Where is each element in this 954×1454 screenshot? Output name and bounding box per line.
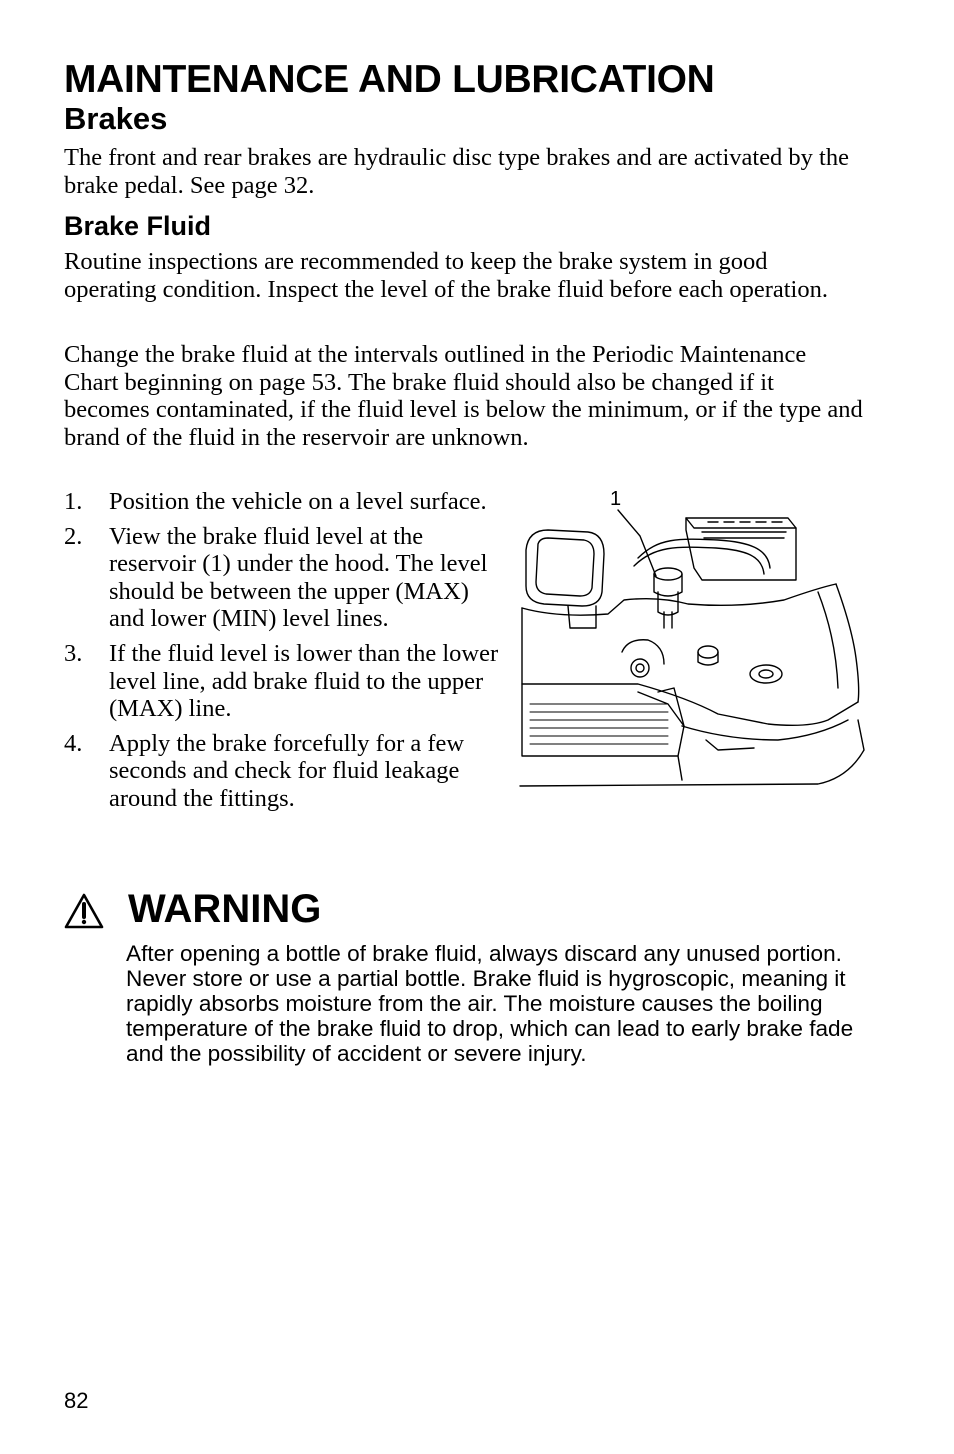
chapter-title: MAINTENANCE AND LUBRICATION <box>64 58 715 101</box>
center-mount-fitting <box>698 646 718 658</box>
step-number: 2. <box>64 522 83 550</box>
page-number: 82 <box>64 1388 89 1413</box>
step-text: If the fluid level is lower than the lower level line, add brake fluid to the upper (MAX) line. <box>109 639 499 723</box>
right-mount-fitting <box>750 665 782 683</box>
warning-triangle-icon <box>64 893 104 929</box>
step-item <box>64 488 504 516</box>
left-mount-fitting <box>631 659 649 677</box>
change-paragraph: Change the brake fluid at the intervals outlined in the Periodic Maintenance Chart beginning on page 53. The brake fluid should also be changed if it becomes contaminated, if the fluid level is below the minimum, or if the type and brand of the fluid in the reservoir are unknown. <box>64 341 863 451</box>
step-text: Apply the brake forcefully for a few seconds and check for fluid leakage around the fittings. <box>109 729 465 812</box>
brake-reservoir-illustration <box>518 488 866 798</box>
vehicle-hood-drawing <box>518 488 866 798</box>
step-text: View the brake fluid level at the reservoir (1) under the hood. The level should be between the upper (MAX) and lower (MIN) level lines. <box>109 522 488 633</box>
step-item <box>64 523 504 633</box>
battery-outline <box>686 518 796 580</box>
callout-leader-line <box>618 510 656 576</box>
intro-paragraph: The front and rear brakes are hydraulic disc type brakes and are activated by the brake pedal. See page 32. <box>64 144 849 199</box>
step-number: 1. <box>64 488 83 515</box>
step-item <box>64 640 504 723</box>
warning-text: After opening a bottle of brake fluid, always discard any unused portion. Never store or use a partial bottle. Brake fluid is hygroscopic, meaning it rapidly absorbs moisture from the air. The moisture causes the boiling temperature of the brake fluid to drop, which can lead to early brake fade and the possibility of accident or severe injury. <box>126 941 854 1066</box>
inspect-paragraph: Routine inspections are recommended to keep the brake system in good operating condition. Inspect the level of the brake fluid before each operation. <box>64 248 828 303</box>
brake-fluid-heading: Brake Fluid <box>64 211 212 241</box>
warning-title: WARNING <box>128 887 322 931</box>
section-title: Brakes <box>64 101 168 136</box>
step-text: Position the vehicle on a level surface. <box>109 488 487 515</box>
step-item <box>64 730 504 813</box>
step-number: 4. <box>64 729 83 757</box>
step-number: 3. <box>64 639 83 667</box>
reservoir-cap <box>654 568 682 580</box>
procedure-steps <box>64 488 504 820</box>
reservoir-callout-label: 1 <box>610 488 622 510</box>
